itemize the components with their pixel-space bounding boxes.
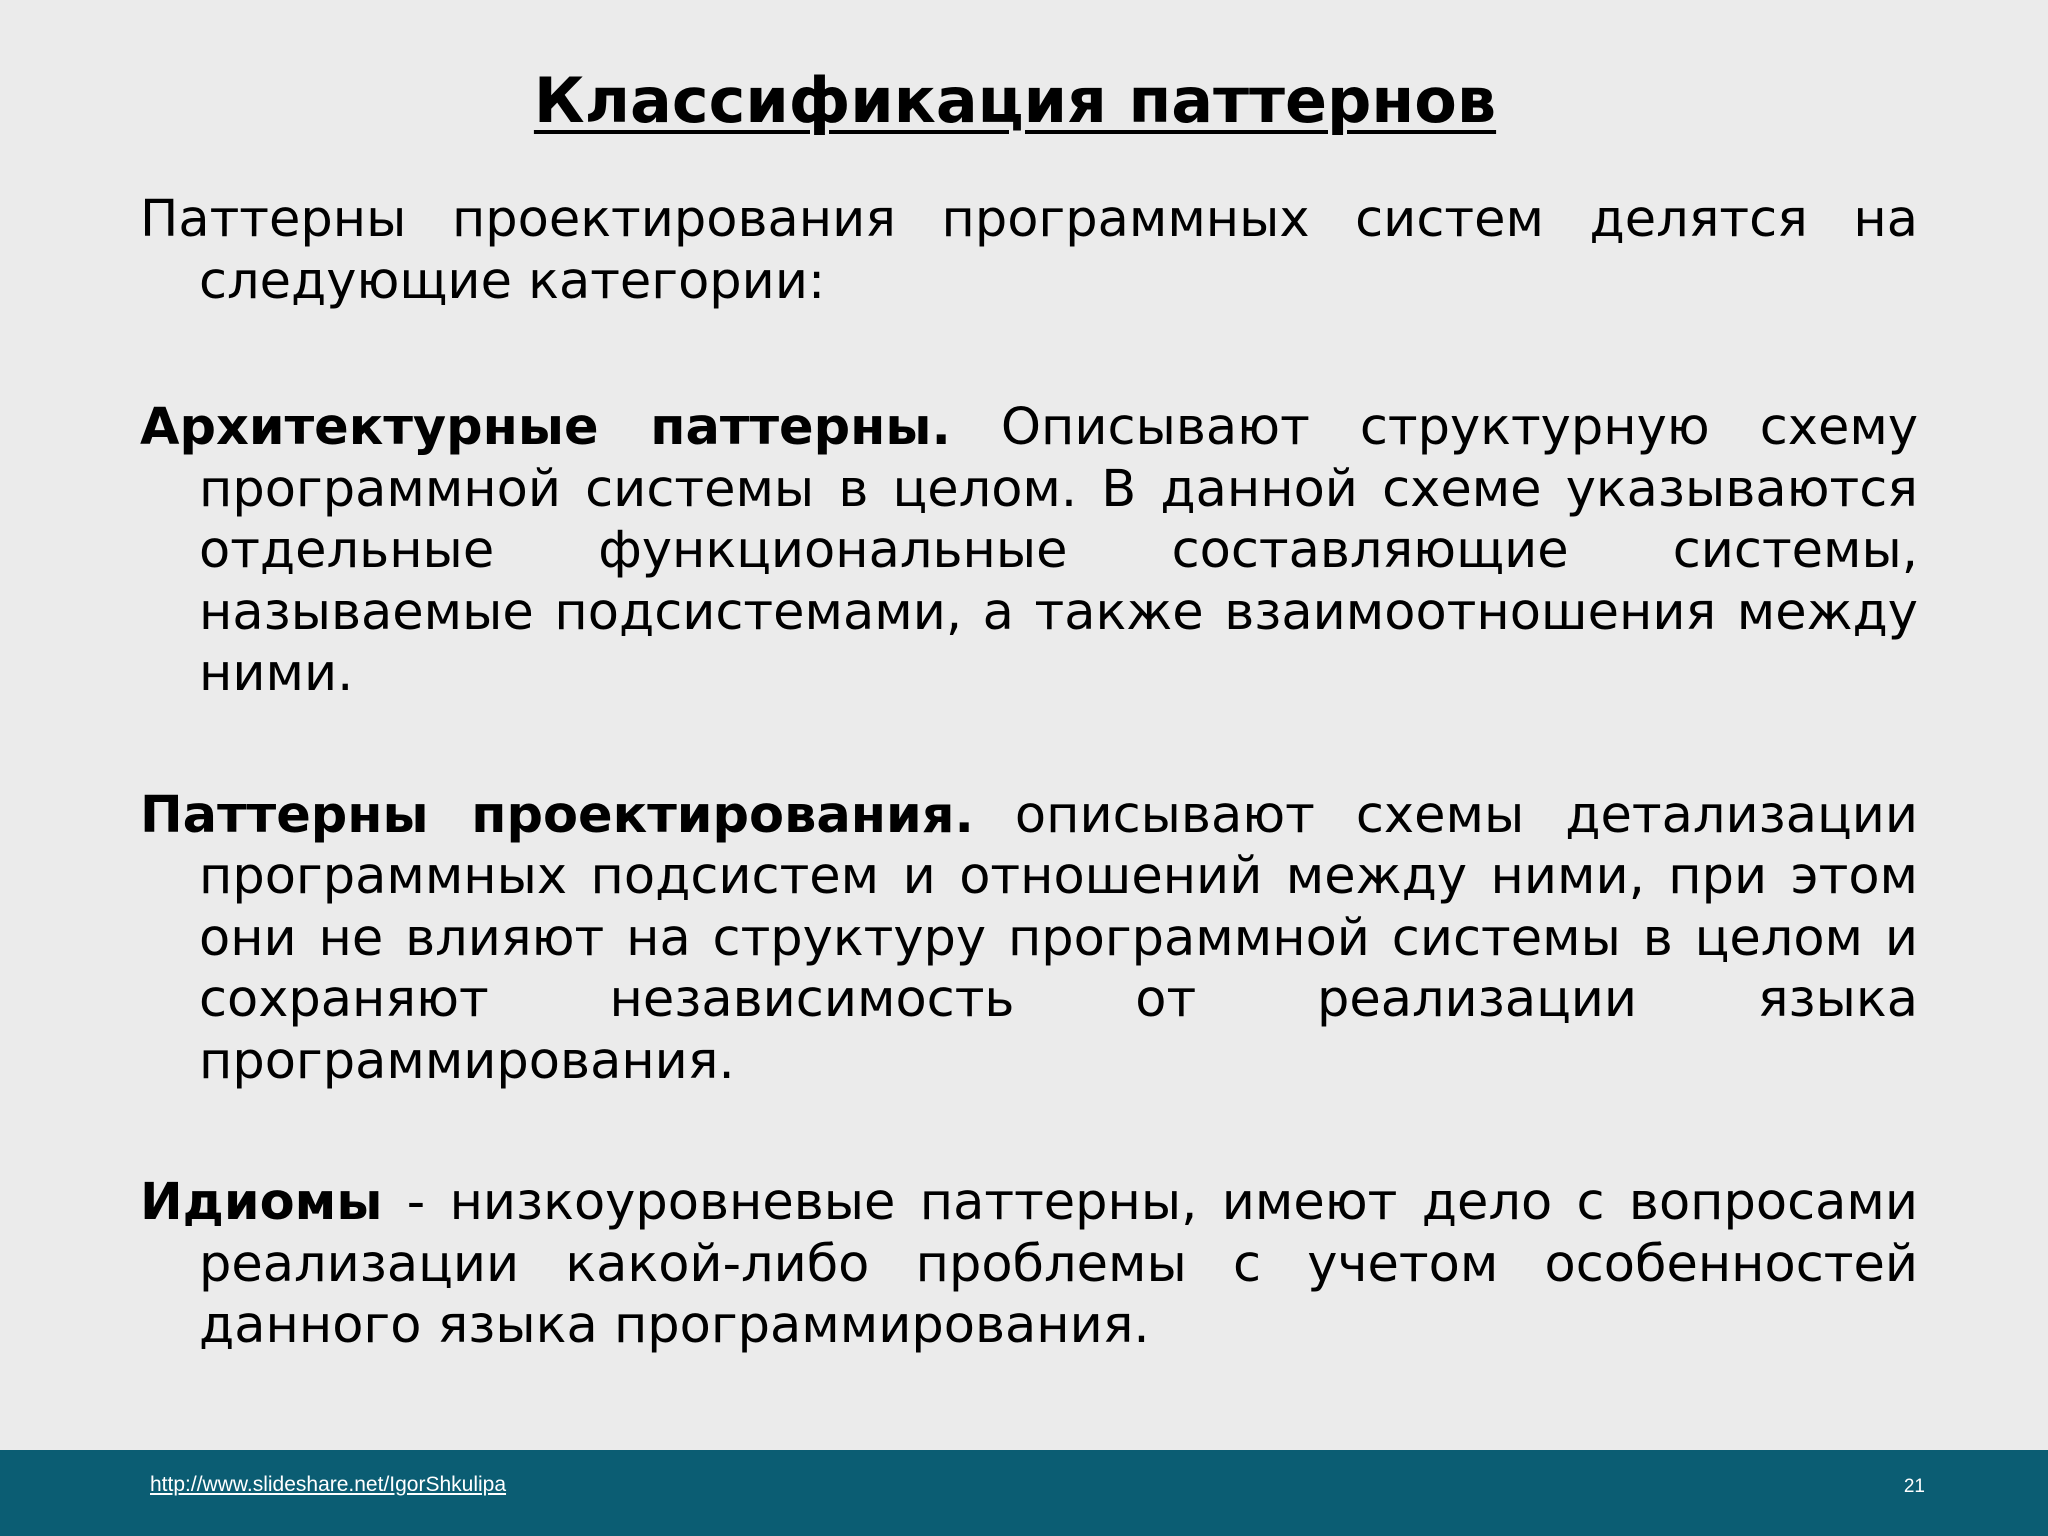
category-term: Паттерны проектирования. bbox=[140, 785, 974, 845]
slide-title: Классификация паттернов bbox=[533, 64, 1497, 137]
slide-body bbox=[140, 189, 1918, 1437]
page-number: 21 bbox=[1903, 1476, 1925, 1497]
category-description: - низкоуровневые паттерны, имеют дело с вопросами реализации какой-либо проблемы с учетом особенностей данного языка программирования. bbox=[199, 1173, 1918, 1355]
category-description: Описывают структурную схему программной системы в целом. В данной схеме указываются отдельные функциональные составляющие системы, называемые подсистемами, а также взаимоотношения между ними. bbox=[199, 398, 1919, 703]
category-architectural bbox=[140, 397, 1918, 705]
category-term: Архитектурные паттерны. bbox=[140, 398, 951, 457]
footer-link[interactable]: http://www.slideshare.net/IgorShkulipa bbox=[150, 1473, 507, 1496]
category-description: описывают схемы детализации программных подсистем и отношений между ними, при этом они не влияют на структуру программной системы в целом и сохраняют независимость от реализации языка программирования. bbox=[199, 785, 1918, 1091]
footer-bar bbox=[0, 1450, 2048, 1536]
category-term: Идиомы bbox=[140, 1173, 383, 1232]
intro-paragraph: Паттерны проектирования программных систем делятся на следующие категории: bbox=[140, 190, 1918, 311]
category-idioms bbox=[140, 1172, 1918, 1357]
category-design bbox=[140, 785, 1918, 1093]
